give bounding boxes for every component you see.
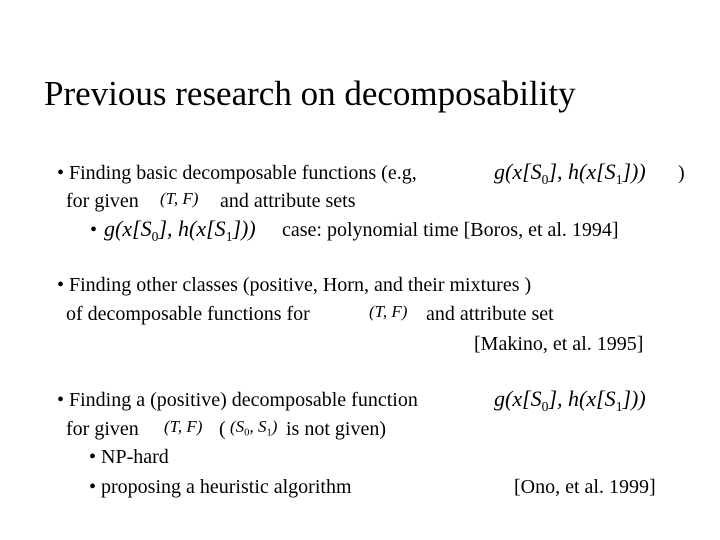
- math-tf-pair: (T, F): [164, 417, 203, 436]
- math-tf-pair: (T, F): [160, 189, 199, 208]
- bullet-3-line-2-post: is not given): [286, 418, 386, 440]
- bullet-2-line-2-post: and attribute set: [426, 303, 554, 325]
- bullet-2-line-2-pre: of decomposable functions for: [66, 303, 310, 325]
- sub-bullet-heuristic: • proposing a heuristic algorithm: [89, 476, 352, 498]
- math-s-pair: ($S_0$, $S_1$): [230, 417, 278, 439]
- bullet-1-line-2-post: and attribute sets: [220, 190, 356, 212]
- math-g-h-formula: $g(x[S_0]$, $h(x[S_1])$): [494, 386, 646, 414]
- sub-bullet-1: •: [90, 219, 98, 241]
- math-g-h-formula: $g(x[S_0]$, $h(x[S_1])$): [104, 216, 256, 244]
- reference-makino: [Makino, et al. 1995]: [474, 333, 644, 355]
- sub-bullet-1-text: case: polynomial time [Boros, et al. 1994]: [282, 219, 619, 241]
- paren-open: (: [219, 418, 226, 440]
- bullet-1-line-1: • Finding basic decomposable functions (e.g,: [57, 162, 417, 184]
- bullet-1-close-paren: ): [678, 162, 685, 184]
- bullet-1-line-2-pre: for given: [66, 190, 139, 212]
- reference-ono: [Ono, et al. 1999]: [514, 476, 656, 498]
- bullet-3-line-2-pre: for given: [66, 418, 139, 440]
- math-g-h-formula: $g(x[S_0]$, $h(x[S_1])$): [494, 159, 646, 187]
- slide-title: Previous research on decomposability: [44, 74, 576, 113]
- sub-bullet-np-hard: • NP-hard: [89, 446, 169, 468]
- bullet-3-line-1: • Finding a (positive) decomposable function: [57, 389, 418, 411]
- math-tf-pair: (T, F): [369, 302, 408, 321]
- bullet-2-line-1: • Finding other classes (positive, Horn, and their mixtures ): [57, 274, 532, 296]
